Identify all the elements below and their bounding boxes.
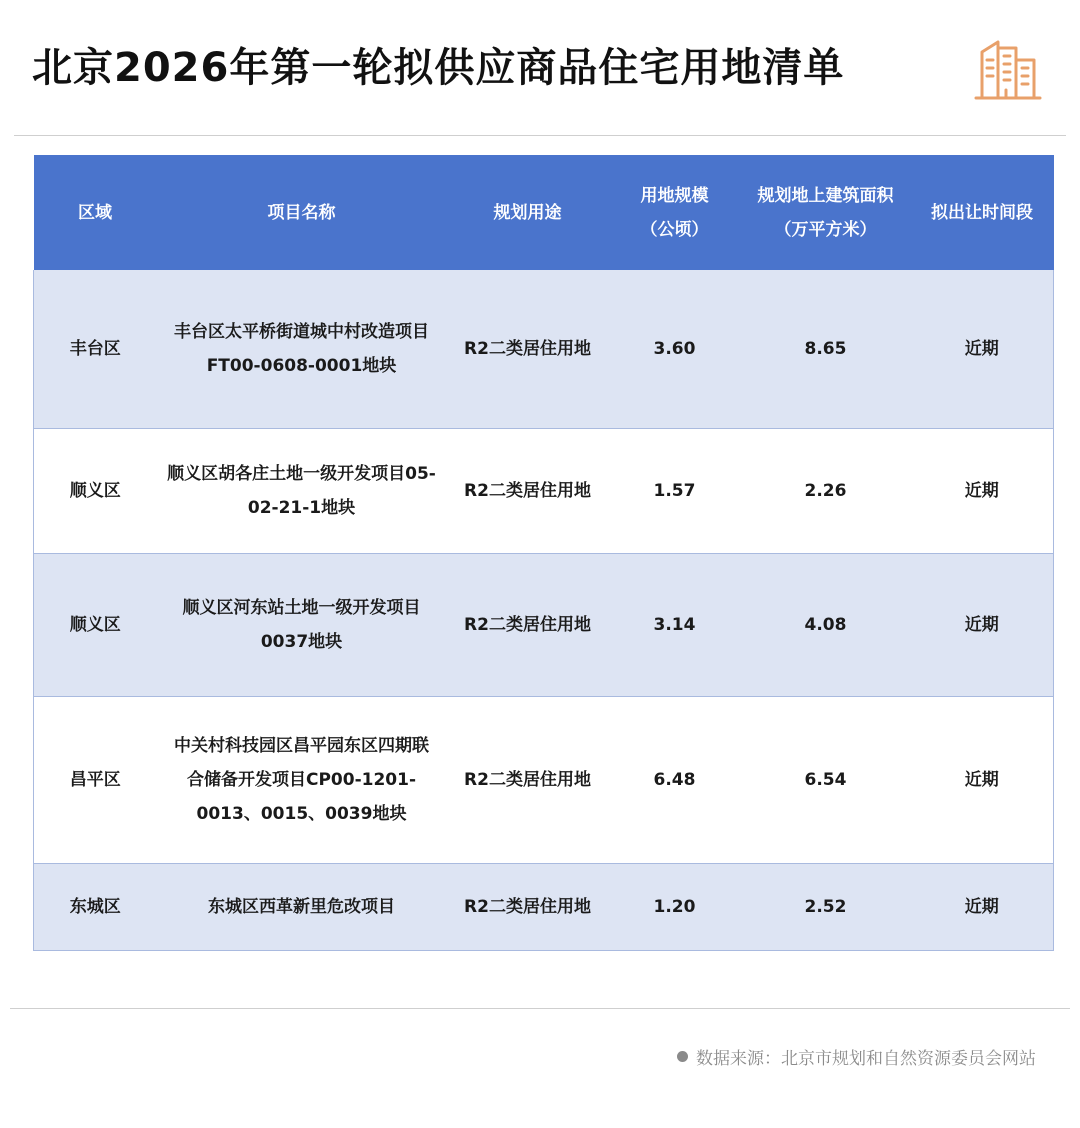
cell-land-area: 1.20 (653, 896, 696, 917)
header-district: 区域 (78, 202, 112, 223)
table-row (34, 696, 1054, 863)
cell-district: 顺义区 (69, 480, 121, 501)
cell-land-area: 1.57 (653, 480, 696, 501)
cell-project-name: 顺义区胡各庄土地一级开发项目05-02-21-1地块 (167, 463, 436, 518)
table-row (34, 428, 1054, 553)
cell-planned-use: R2二类居住用地 (464, 338, 591, 359)
buildings-icon (972, 30, 1044, 102)
cell-transfer-period: 近期 (964, 769, 999, 790)
page-title: 北京2026年第一轮拟供应商品住宅用地清单 (32, 45, 845, 91)
land-supply-table (33, 155, 1054, 951)
cell-transfer-period: 近期 (964, 896, 999, 917)
cell-floor-area: 2.52 (804, 896, 847, 917)
cell-floor-area: 8.65 (804, 338, 847, 359)
table-row (34, 270, 1054, 428)
cell-transfer-period: 近期 (964, 338, 999, 359)
table-header-row (34, 155, 1054, 270)
cell-district: 顺义区 (69, 614, 121, 635)
cell-land-area: 3.14 (653, 614, 696, 635)
cell-planned-use: R2二类居住用地 (464, 614, 591, 635)
top-divider (14, 135, 1066, 136)
header-land-area: 用地规模 （公顷） (640, 185, 709, 240)
header-transfer-period: 拟出让时间段 (931, 202, 1033, 223)
cell-district: 昌平区 (69, 769, 121, 790)
cell-project-name: 丰台区太平桥街道城中村改造项目FT00-0608-0001地块 (174, 321, 429, 376)
table-row (34, 863, 1054, 950)
cell-transfer-period: 近期 (964, 480, 999, 501)
cell-planned-use: R2二类居住用地 (464, 480, 591, 501)
bottom-divider (10, 1008, 1070, 1009)
data-source-text: 数据来源：北京市规划和自然资源委员会网站 (696, 1049, 1036, 1069)
header-planned-use: 规划用途 (493, 202, 562, 223)
cell-planned-use: R2二类居住用地 (464, 896, 591, 917)
cell-planned-use: R2二类居住用地 (464, 769, 591, 790)
cell-floor-area: 4.08 (804, 614, 847, 635)
cell-project-name: 顺义区河东站土地一级开发项目0037地块 (182, 597, 421, 652)
bullet-icon (677, 1051, 688, 1062)
cell-project-name: 中关村科技园区昌平园东区四期联合储备开发项目CP00-1201-0013、0015、0039地块 (174, 735, 429, 824)
cell-land-area: 3.60 (653, 338, 696, 359)
cell-transfer-period: 近期 (964, 614, 999, 635)
cell-district: 丰台区 (69, 338, 121, 359)
cell-district: 东城区 (69, 896, 121, 917)
cell-floor-area: 2.26 (804, 480, 847, 501)
cell-land-area: 6.48 (653, 769, 696, 790)
header-project-name: 项目名称 (267, 202, 336, 223)
data-source (677, 1044, 1036, 1069)
table-row (34, 553, 1054, 696)
cell-floor-area: 6.54 (804, 769, 847, 790)
header-floor-area: 规划地上建筑面积 （万平方米） (757, 185, 894, 240)
cell-project-name: 东城区西革新里危改项目 (208, 896, 395, 917)
